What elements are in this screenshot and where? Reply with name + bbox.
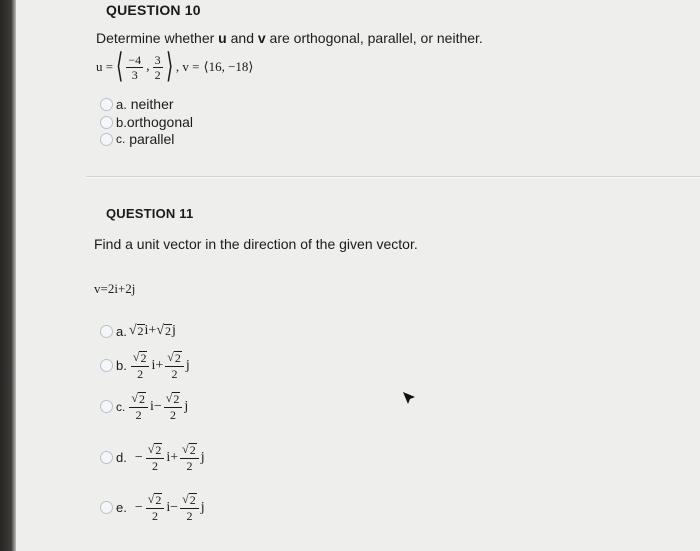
radio-button[interactable] <box>100 501 113 514</box>
q10-option-a[interactable] <box>100 96 174 112</box>
comma: , <box>146 59 150 74</box>
fraction: √ 2 2 <box>180 443 199 472</box>
given-vector: v=2i+2j <box>94 281 136 296</box>
option-text: neither <box>130 96 174 112</box>
radio-button[interactable] <box>100 325 113 338</box>
option-text: parallel <box>129 131 175 147</box>
radicand: 2 <box>189 443 196 457</box>
radicand: 2 <box>173 392 180 406</box>
u-component-2 <box>153 54 163 81</box>
radicand: 2 <box>174 351 181 365</box>
radicand: 2 <box>138 392 145 406</box>
option-letter: b. <box>116 114 127 130</box>
prompt-u: u <box>218 30 227 46</box>
fraction: √ 2 2 <box>146 493 165 522</box>
denominator: 2 <box>152 459 159 474</box>
prompt-text: are orthogonal, parallel, or neither. <box>265 30 483 46</box>
u-frac1-num: −4 <box>128 52 142 67</box>
minus-sign: − <box>134 499 143 515</box>
question-10-prompt <box>96 30 483 46</box>
u-component-1 <box>126 54 143 81</box>
q11-option-e[interactable] <box>100 493 205 522</box>
fraction: √ 2 2 <box>131 351 150 380</box>
question-11-prompt: Find a unit vector in the direction of the given vector. <box>94 236 418 252</box>
u-frac2-den: 2 <box>154 67 161 82</box>
left-screen-edge <box>0 0 16 551</box>
fraction: √ 2 2 <box>129 392 148 421</box>
denominator: 2 <box>137 367 144 382</box>
radio-button[interactable] <box>100 116 113 129</box>
question-10-vectors <box>96 50 253 84</box>
question-divider <box>86 176 700 178</box>
unit-j: j <box>200 449 205 465</box>
unit-j: j <box>172 323 176 338</box>
radicand: 2 <box>155 493 162 507</box>
operator: i+ <box>144 323 157 338</box>
denominator: 2 <box>186 509 193 524</box>
radicand: 2 <box>137 323 144 338</box>
operator: i+ <box>166 449 179 465</box>
q10-option-c[interactable] <box>100 131 174 147</box>
radicand: 2 <box>189 493 196 507</box>
denominator: 2 <box>170 408 177 423</box>
left-angle-bracket: ⟨ <box>116 48 124 85</box>
radio-button[interactable] <box>100 400 113 413</box>
v-label: , v = <box>175 59 200 74</box>
option-letter: a. <box>116 96 127 112</box>
mouse-cursor-icon <box>402 391 416 405</box>
option-text: orthogonal <box>126 114 194 130</box>
q11-option-d[interactable] <box>100 443 205 472</box>
radio-button[interactable] <box>100 133 113 146</box>
denominator: 2 <box>171 367 178 382</box>
denominator: 2 <box>152 509 159 524</box>
operator: i− <box>166 499 179 515</box>
option-letter: d. <box>116 450 127 466</box>
u-label: u = <box>96 59 114 74</box>
option-letter: a. <box>116 323 127 339</box>
option-letter: b. <box>116 358 127 374</box>
prompt-text: Determine whether <box>96 30 219 46</box>
question-11-title: QUESTION 11 <box>106 206 194 221</box>
q11-option-b[interactable] <box>100 351 190 380</box>
u-frac2-num: 3 <box>154 52 161 67</box>
minus-sign: − <box>134 449 143 465</box>
option-letter: c. <box>116 132 126 146</box>
denominator: 2 <box>186 459 193 474</box>
radicand: 2 <box>165 323 172 338</box>
sqrt-term: √ 2 <box>128 322 144 338</box>
q11-option-a[interactable] <box>100 323 176 339</box>
q11-option-c[interactable] <box>100 392 188 421</box>
unit-j: j <box>200 499 205 515</box>
operator: i− <box>149 398 162 414</box>
radio-button[interactable] <box>100 451 113 464</box>
radio-button[interactable] <box>100 98 113 111</box>
radicand: 2 <box>140 351 147 365</box>
unit-j: j <box>184 398 189 414</box>
fraction: √ 2 2 <box>180 493 199 522</box>
fraction: √ 2 2 <box>146 443 165 472</box>
unit-j: j <box>185 357 190 373</box>
operator: i+ <box>151 357 164 373</box>
option-letter: e. <box>116 500 127 516</box>
sqrt-term: √ 2 <box>156 322 172 338</box>
v-value: ⟨16, −18⟩ <box>203 59 254 74</box>
fraction: √ 2 2 <box>165 351 184 380</box>
fraction: √ 2 2 <box>164 392 183 421</box>
option-letter: c. <box>116 399 126 414</box>
q10-option-b[interactable] <box>100 114 193 130</box>
prompt-text: and <box>226 30 258 46</box>
question-10-title: QUESTION 10 <box>106 2 201 18</box>
u-frac1-den: 3 <box>131 67 138 82</box>
denominator: 2 <box>135 408 142 423</box>
radio-button[interactable] <box>100 359 113 372</box>
right-angle-bracket: ⟩ <box>165 48 173 85</box>
prompt-v: v <box>257 30 266 46</box>
radicand: 2 <box>155 443 162 457</box>
